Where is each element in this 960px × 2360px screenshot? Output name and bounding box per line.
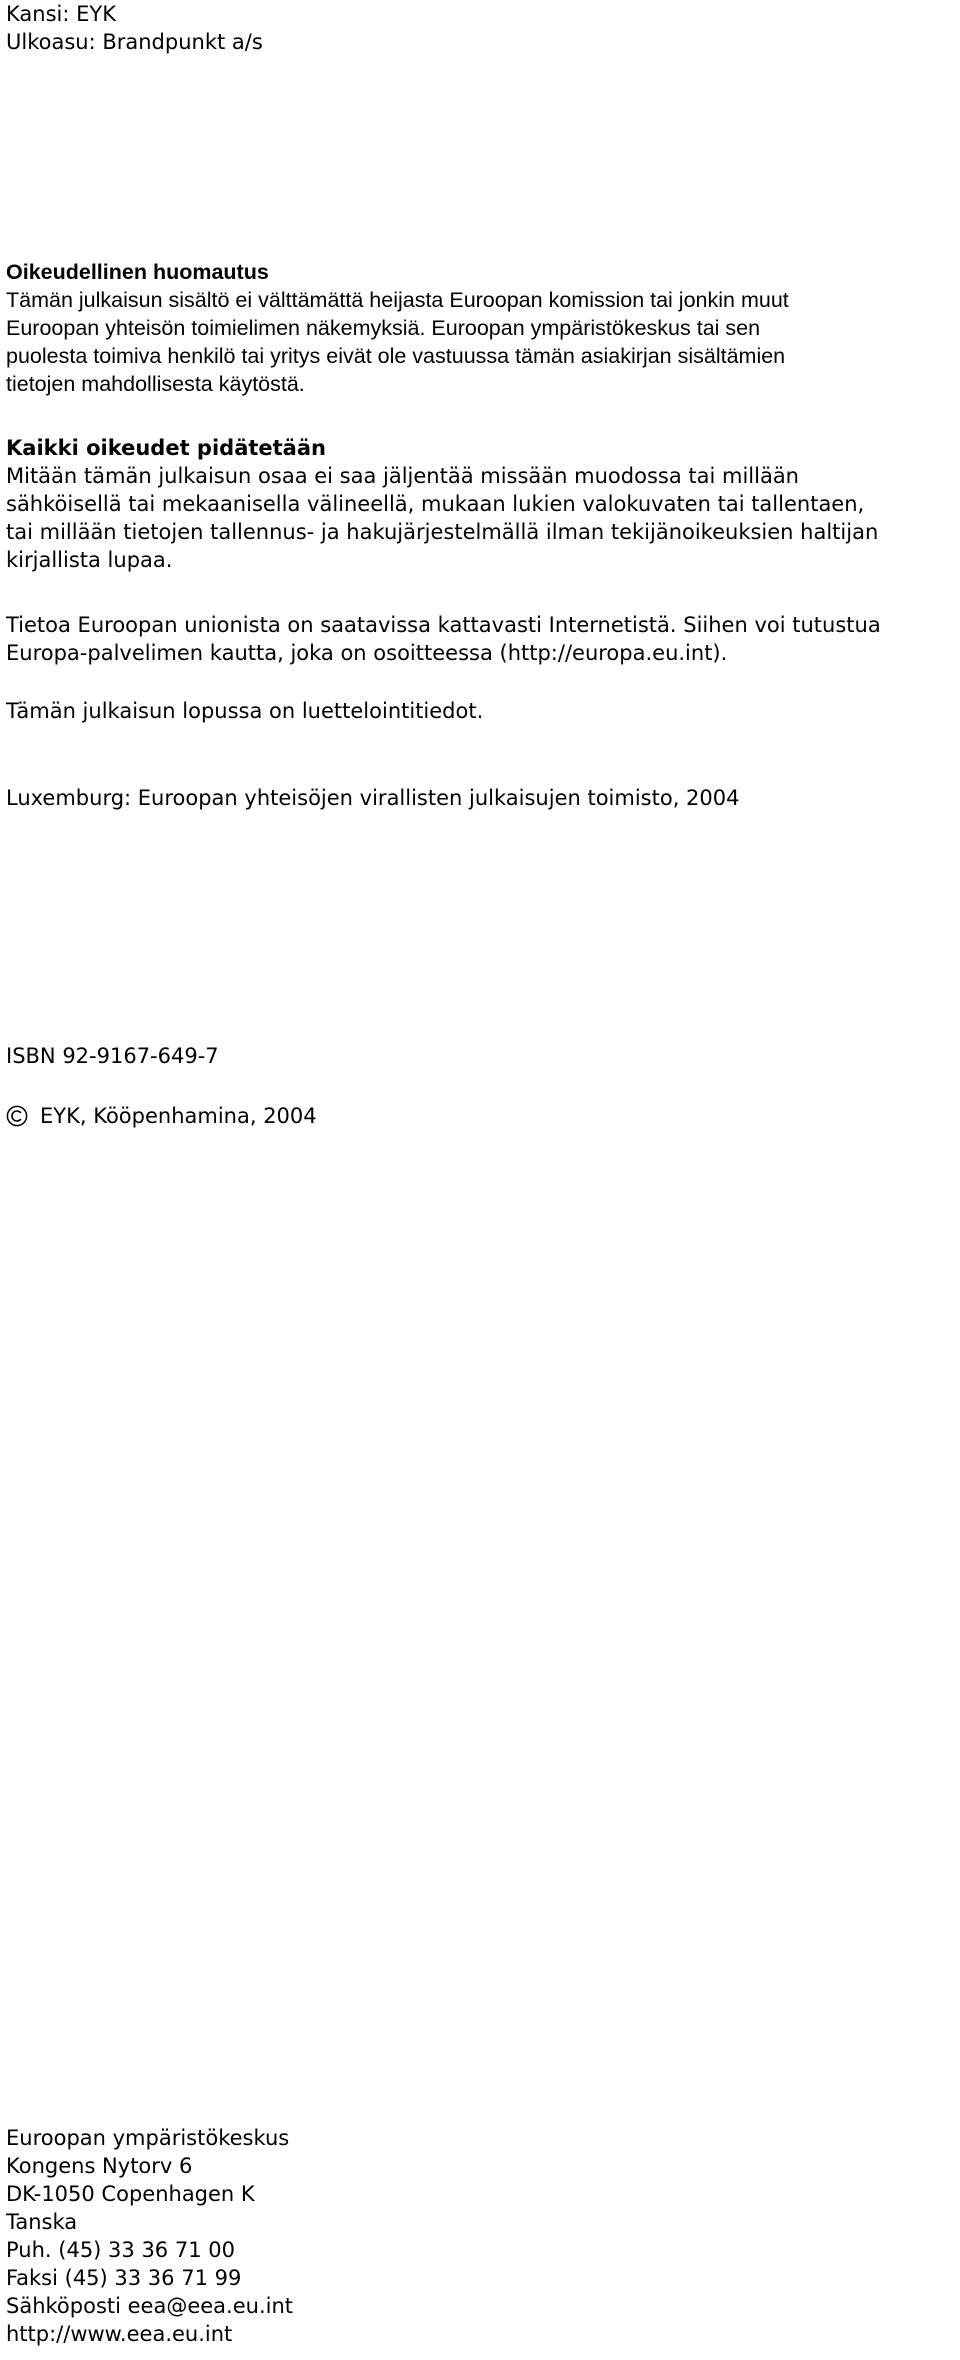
legal-notice-line: Euroopan yhteisön toimielimen näkemyksiä. Euroopan ympäristökeskus tai sen [6, 316, 761, 340]
copyright-line [6, 1102, 954, 1130]
rights-line: kirjallista lupaa. [6, 548, 173, 572]
copyright-icon [6, 1105, 28, 1127]
copyright-text: EYK, Kööpenhamina, 2004 [40, 1104, 317, 1128]
rights-line: sähköisellä tai mekaanisella välineellä, mukaan lukien valokuvaten tai tallentaen, [6, 492, 865, 516]
cataloguing-note-text: Tämän julkaisun lopussa on luettelointitiedot. [6, 699, 484, 723]
eu-info-line: Europa-palvelimen kautta, joka on osoitteessa (http://europa.eu.int). [6, 641, 728, 665]
eu-info-line: Tietoa Euroopan unionista on saatavissa kattavasti Internetistä. Siihen voi tutustua [6, 613, 881, 637]
layout-credit: Ulkoasu: Brandpunkt a/s [6, 30, 263, 54]
legal-notice-line: tietojen mahdollisesta käytöstä. [6, 372, 305, 396]
isbn-text: ISBN 92-9167-649-7 [6, 1044, 219, 1068]
publisher-line [6, 784, 954, 812]
publisher-text: Luxemburg: Euroopan yhteisöjen virallisten julkaisujen toimisto, 2004 [6, 786, 740, 810]
eu-info-section [6, 611, 954, 667]
cover-credit: Kansi: EYK [6, 2, 116, 26]
legal-notice-section [6, 258, 954, 398]
address-postal-city: DK-1050 Copenhagen K [6, 2182, 255, 2206]
rights-heading: Kaikki oikeudet pidätetään [6, 436, 326, 460]
isbn-line [6, 1042, 954, 1070]
rights-line: Mitään tämän julkaisun osaa ei saa jäljentää missään muodossa tai millään [6, 464, 799, 488]
legal-notice-line: puolesta toimiva henkilö tai yritys eivät ole vastuussa tämän asiakirjan sisältämien [6, 344, 786, 368]
rights-section [6, 434, 954, 574]
address-website: http://www.eea.eu.int [6, 2322, 233, 2346]
address-phone: Puh. (45) 33 36 71 00 [6, 2238, 235, 2262]
address-block [6, 2124, 954, 2348]
address-street: Kongens Nytorv 6 [6, 2154, 193, 2178]
rights-line: tai millään tietojen tallennus- ja hakujärjestelmällä ilman tekijänoikeuksien haltijan [6, 520, 879, 544]
credits [6, 0, 954, 56]
address-fax: Faksi (45) 33 36 71 99 [6, 2266, 242, 2290]
cataloguing-note [6, 697, 954, 725]
legal-notice-line: Tämän julkaisun sisältö ei välttämättä heijasta Euroopan komission tai jonkin muut [6, 288, 789, 312]
legal-notice-heading: Oikeudellinen huomautus [6, 260, 269, 284]
address-email: Sähköposti eea@eea.eu.int [6, 2294, 294, 2318]
address-organization: Euroopan ympäristökeskus [6, 2126, 290, 2150]
address-country: Tanska [6, 2210, 78, 2234]
